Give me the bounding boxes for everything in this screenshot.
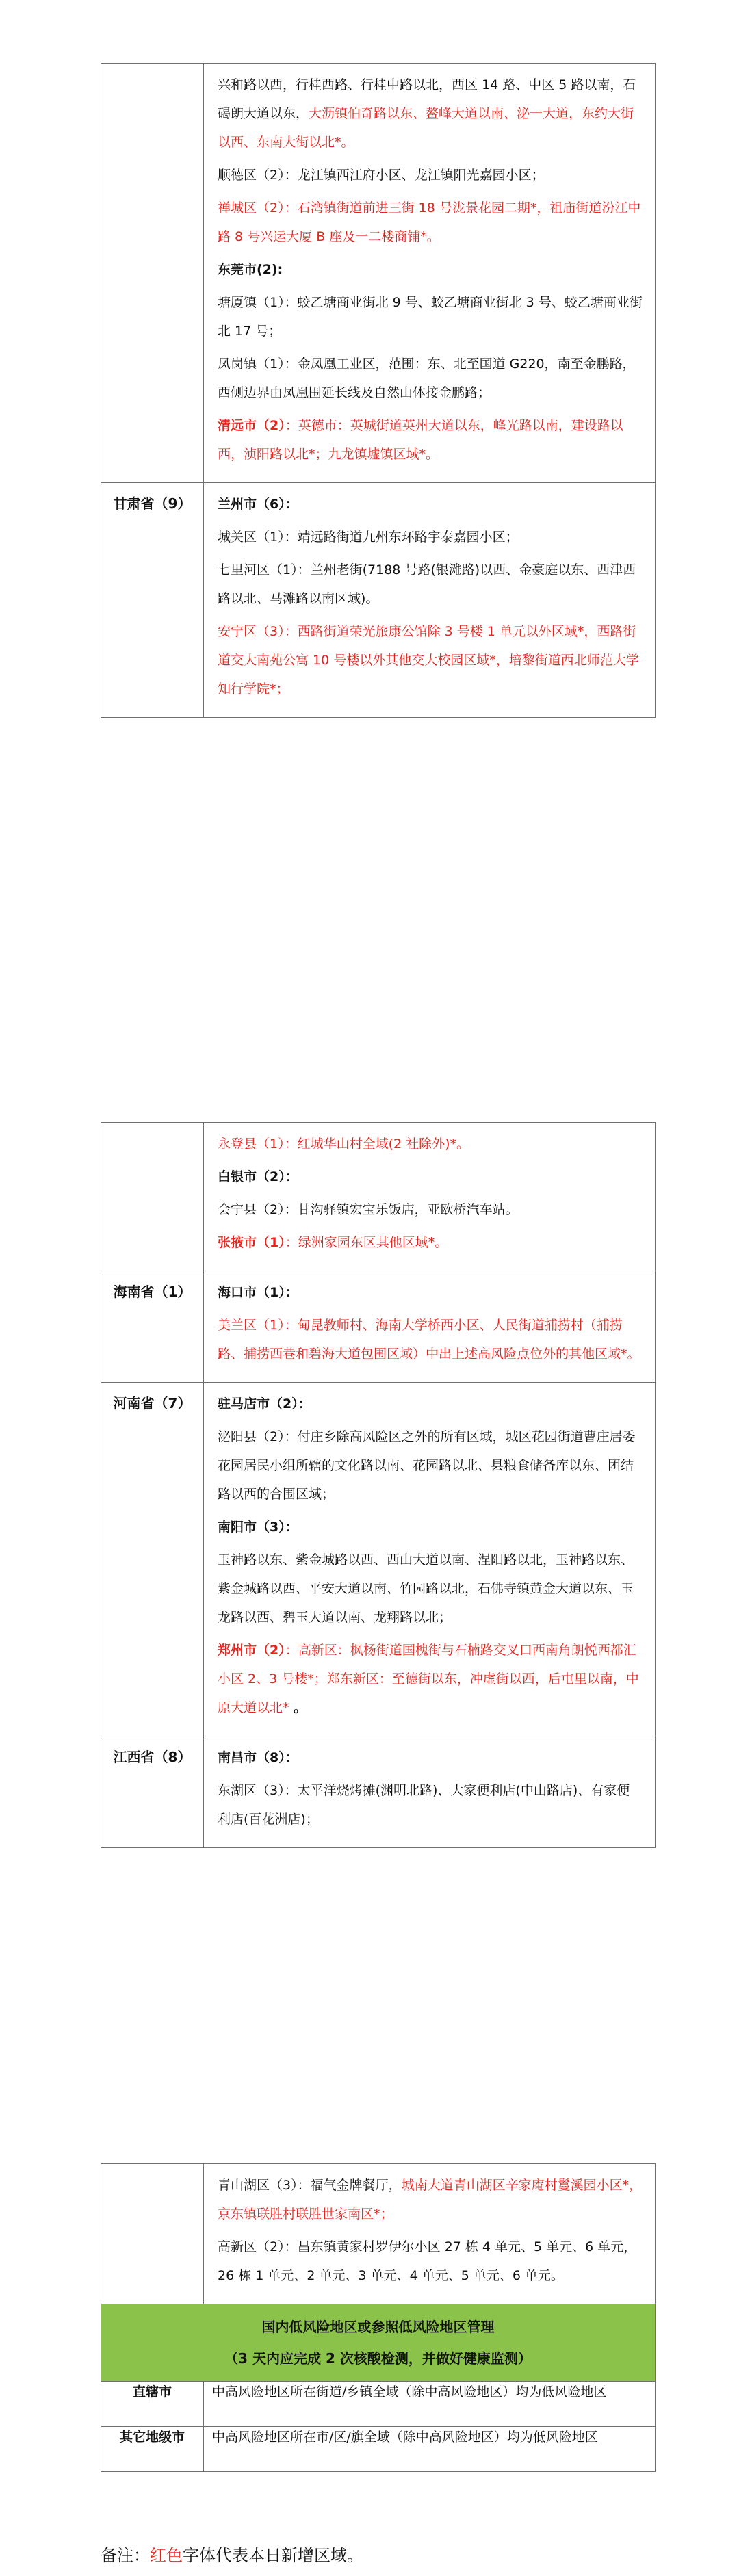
area-paragraph	[218, 161, 643, 190]
risk-area-table-2	[101, 1122, 656, 1848]
area-text: 泌阳县（2）：付庄乡除高风险区之外的所有区域，城区花园街道曹庄居委花园居民小组所辖的文化路以南、花园路以北、县粮食储备库以东、团结路以西的合围区域；	[218, 1429, 636, 1502]
area-text: 白银市（2）：	[218, 1169, 298, 1184]
area-paragraph	[218, 411, 643, 469]
area-paragraph	[218, 1195, 643, 1224]
table-row	[101, 1123, 656, 1271]
area-text: 塘厦镇（1）：蛟乙塘商业街北 9 号、蛟乙塘商业街北 3 号、蛟乙塘商业街北 17 号；	[218, 295, 643, 339]
area-text: 城关区（1）：靖远路街道九州东环路宇泰嘉园小区；	[218, 530, 519, 545]
area-text: 高新区（2）：昌东镇黄家村罗伊尔小区 27 栋 4 单元、5 单元、6 单元，26 栋 1 单元、2 单元、3 单元、4 单元、5 单元、6 单元。	[218, 2239, 637, 2283]
low-risk-header	[101, 2304, 656, 2382]
area-paragraph	[218, 194, 643, 251]
area-text: 南阳市（3）：	[218, 1520, 298, 1535]
area-text: 海口市（1）：	[218, 1285, 298, 1300]
area-text: 七里河区（1）：兰州老街(7188 号路(银滩路)以西、金豪庭以东、西津西路以北、马滩路以南区域)。	[218, 562, 636, 606]
region-text: 中高风险地区所在街道/乡镇全域（除中高风险地区）均为低风险地区	[204, 2382, 656, 2427]
table-row	[101, 1736, 656, 1848]
footnote-prefix: 备注：	[101, 2546, 150, 2565]
table-row	[101, 64, 656, 483]
area-paragraph	[218, 1130, 643, 1158]
area-paragraph	[218, 2233, 643, 2290]
area-text: 青山湖区（3）：福气金牌餐厅，	[218, 2178, 402, 2193]
table-block-3	[101, 2163, 655, 2472]
area-paragraph	[218, 288, 643, 346]
footnote-suffix: 字体代表本日新增区域。	[183, 2546, 363, 2565]
area-paragraph	[218, 617, 643, 703]
city-heading	[218, 1513, 643, 1541]
content-cell	[204, 1383, 656, 1736]
new-area-text: 永登县（1）：红城华山村全域(2 社除外)*。	[218, 1136, 470, 1152]
province-cell: 甘肃省（9）	[101, 483, 204, 718]
content-cell	[204, 1271, 656, 1383]
city-heading	[218, 1162, 643, 1191]
area-paragraph	[218, 523, 643, 551]
region-label: 其它地级市	[101, 2427, 204, 2472]
table-block-2	[101, 1122, 655, 1848]
new-area-text: 禅城区（2）：石湾镇街道前进三街 18 号泷景花园二期*，祖庙街道汾江中路 8 号兴运大厦 B 座及一二楼商铺*。	[218, 200, 641, 244]
new-area-text: 清远市（2）	[218, 418, 285, 433]
province-cell	[101, 64, 204, 483]
region-text: 中高风险地区所在市/区/旗全域（除中高风险地区）均为低风险地区	[204, 2427, 656, 2472]
area-text: 玉神路以东、紫金城路以西、西山大道以南、涅阳路以北，玉神路以东、紫金城路以西、平安大道以南、竹园路以北，石佛寺镇黄金大道以东、玉龙路以西、碧玉大道以南、龙翔路以北；	[218, 1552, 634, 1625]
table-row	[101, 1271, 656, 1383]
area-paragraph	[218, 1311, 643, 1368]
area-text: 南昌市（8）：	[218, 1750, 298, 1765]
content-cell	[204, 2164, 656, 2304]
low-risk-header-row	[101, 2304, 656, 2382]
new-area-text: 郑州市（2）	[218, 1643, 285, 1658]
city-heading	[218, 1390, 643, 1418]
city-heading	[218, 1743, 643, 1772]
city-heading	[218, 1278, 643, 1307]
area-paragraph	[218, 1422, 643, 1509]
area-text: 。	[289, 1700, 307, 1715]
area-text: 兰州市（6）：	[218, 497, 298, 512]
province-cell	[101, 2164, 204, 2304]
content-cell	[204, 1736, 656, 1848]
area-text: 顺德区（2）：龙江镇西江府小区、龙江镇阳光嘉园小区；	[218, 168, 545, 183]
footnote-red-word: 红色	[150, 2546, 183, 2565]
table-row	[101, 2382, 656, 2427]
new-area-text: 安宁区（3）：西路街道荣光旅康公馆除 3 号楼 1 单元以外区域*，西路街道交大南苑公寓 10 号楼以外其他交大校园区域*，培黎街道西北师范大学知行学院*；	[218, 624, 639, 697]
low-risk-title: 国内低风险地区或参照低风险地区管理	[261, 2319, 495, 2335]
province-cell: 海南省（1）	[101, 1271, 204, 1383]
table-row	[101, 1383, 656, 1736]
area-paragraph	[218, 1546, 643, 1632]
area-text: 会宁县（2）：甘沟驿镇宏宝乐饭店，亚欧桥汽车站。	[218, 1202, 519, 1217]
table-row	[101, 2427, 656, 2472]
area-paragraph	[218, 350, 643, 407]
low-risk-subtitle: （3 天内应完成 2 次核酸检测，并做好健康监测）	[224, 2350, 532, 2367]
area-paragraph	[218, 1776, 643, 1834]
area-paragraph	[218, 556, 643, 613]
new-area-text: ：高新区：枫杨街道国槐街与石楠路交叉口西南角朗悦西都汇小区 2、3 号楼*；郑东新区：至德街以东，冲虚街以西，后屯里以南，中原大道以北*	[218, 1643, 639, 1715]
province-cell	[101, 1123, 204, 1271]
new-area-text: ：英德市：英城街道英州大道以东，峰光路以南，建设路以西，浈阳路以北*；九龙镇墟镇区域*。	[218, 418, 623, 462]
area-text: 东莞市(2):	[218, 262, 283, 277]
area-text: 凤岗镇（1）：金凤凰工业区，范围：东、北至国道 G220，南至金鹏路，西侧边界由凤凰围延长线及自然山体接金鹏路；	[218, 356, 636, 400]
area-text: 兴和路以西，行桂西路、行桂中路以北，西区 14 路、中区 5 路以南，石碣朗大道以东，	[218, 77, 636, 121]
risk-area-table-3	[101, 2163, 656, 2472]
new-area-text: 大沥镇伯奇路以东、鳌峰大道以南、泌一大道，东约大街以西、东南大街以北*。	[218, 106, 634, 150]
region-label: 直辖市	[101, 2382, 204, 2427]
content-cell	[204, 1123, 656, 1271]
content-cell	[204, 64, 656, 483]
new-area-text: ：绿洲家园东区其他区域*。	[285, 1235, 448, 1250]
province-cell: 河南省（7）	[101, 1383, 204, 1736]
table-block-1	[101, 63, 655, 718]
city-heading	[218, 255, 643, 284]
new-area-text: 城南大道青山湖区辛家庵村鬘溪园小区*，京东镇联胜村联胜世家南区*；	[218, 2178, 643, 2222]
table-row	[101, 483, 656, 718]
area-text: 东湖区（3）：太平洋烧烤摊(渊明北路)、大家便利店(中山路店)、有家便利店(百花洲店)；	[218, 1783, 630, 1827]
footnote	[101, 2542, 363, 2566]
risk-area-table-1	[101, 63, 656, 718]
area-paragraph	[218, 1228, 643, 1257]
area-paragraph	[218, 70, 643, 157]
city-heading	[218, 490, 643, 519]
new-area-text: 张掖市（1）	[218, 1235, 285, 1250]
area-paragraph	[218, 1636, 643, 1722]
new-area-text: 美兰区（1）：甸昆教师村、海南大学桥西小区、人民街道捕捞村（捕捞路、捕捞西巷和碧海大道包围区域）中出上述高风险点位外的其他区域*。	[218, 1318, 640, 1362]
province-cell: 江西省（8）	[101, 1736, 204, 1848]
table-row	[101, 2164, 656, 2304]
content-cell	[204, 483, 656, 718]
area-paragraph	[218, 2171, 643, 2228]
area-text: 驻马店市（2）：	[218, 1396, 311, 1411]
